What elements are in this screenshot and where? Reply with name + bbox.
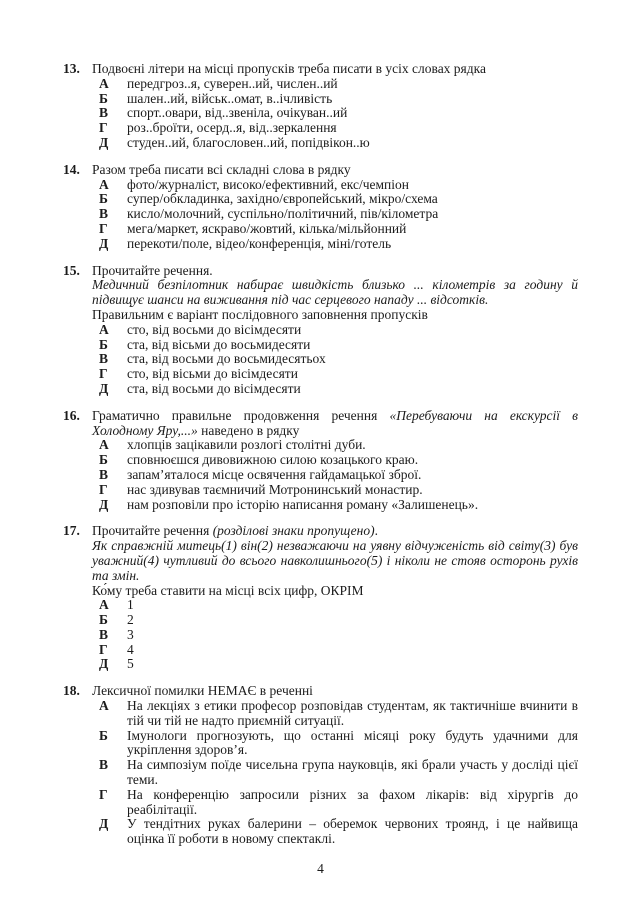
prompt-text-segment: . [374,523,378,539]
answer-option [92,106,578,121]
option-text: У тендітних руках балерини – оберемок червоних троянд, і це найвища оцінка її роботи в новому спектаклі. [127,816,578,847]
question-body [92,684,578,847]
option-letter: Б [99,612,108,628]
option-text: хлопців зацікавили розлогі столітні дуби. [127,437,366,453]
option-letter: А [99,437,109,453]
answer-option [92,598,578,613]
prompt-text-segment: Правильним є варіант послідовного заповнення пропусків [92,306,428,322]
question-prompt-line [92,684,578,699]
answer-option [92,643,578,658]
prompt-text-segment: Граматично правильне продовження речення [92,407,390,423]
option-text: шален..ий, військ..омат, в..ічливість [127,90,333,106]
prompt-text-segment: Прочитайте речення [92,523,213,539]
option-text: сто, від восьми до вісімдесяти [127,321,302,337]
prompt-text-segment: Подвоєні літери на місці пропусків треба писати в усіх словах рядка [92,61,486,76]
question-body [92,264,578,397]
prompt-text-segment: Прочитайте речення. [92,262,213,278]
option-text: роз..броїти, осерд..я, від..зеркалення [127,120,337,136]
option-letter: В [99,466,109,482]
prompt-italic-segment: (розділові знаки пропущено) [212,523,375,539]
option-text: 3 [127,626,134,642]
option-letter: В [99,105,109,121]
option-text: фото/журналіст, високо/ефективний, екс/чемпіон [127,176,409,192]
option-text: ста, від восьми до восьмидесятьох [127,351,326,367]
option-text: сповнюєшся дивовижною силою козацького краю. [127,452,419,468]
option-letter: Д [99,816,109,832]
prompt-text-segment: Лексичної помилки НЕМАЄ в реченні [92,683,313,699]
answer-option [92,438,578,453]
option-text: 5 [127,656,134,672]
answer-option [92,367,578,382]
prompt-italic-segment: Медичний безпілотник набирає швидкість близько ... кілометрів за годину й підвищує шанси на виживання під час серцевого нападу ... відсотків. [92,277,578,308]
option-letter: Д [99,380,109,396]
option-letter: В [99,626,109,642]
question-body [92,524,578,672]
option-letter: Б [99,727,108,743]
answer-option [92,192,578,207]
option-text: супер/обкладинка, західно/європейський, мікро/схема [127,191,438,207]
answer-option [92,788,578,818]
answer-option [92,758,578,788]
option-text: Імунологи прогнозують, що останні місяці року будуть удачними для укріплення здоров’я. [127,727,578,758]
questions-list [63,62,578,847]
question-number: 13. [63,61,80,76]
prompt-italic-segment: «Перебуваючи на екскурсії в Холодному Яру,...» [92,407,578,438]
question-number: 16. [63,407,80,423]
answer-option [92,92,578,107]
option-text: На конференцію запросили різних за фахом лікарів: від хірургів до реабілітації. [127,786,578,817]
option-letter: Д [99,235,109,251]
option-text: студен..ий, благословен..ий, попідвікон..ю [127,134,370,150]
option-letter: А [99,75,109,91]
answer-option [92,222,578,237]
option-text: 1 [127,597,134,613]
answer-option [92,338,578,353]
question-number: 17. [63,523,80,539]
question-prompt-line [92,539,578,583]
answer-option [92,699,578,729]
option-text: мега/маркет, яскраво/жовтий, кілька/мільйонний [127,220,407,236]
question-number: 18. [63,683,80,699]
prompt-italic-segment: Як справжній митець(1) він(2) незважаючи на уявну відчуженість від світу(3) був уважний(4) чутливий до всього навколишнього(5) і ніколи не стояв осторонь рухів та змін. [92,538,578,583]
option-letter: Г [99,120,108,136]
option-text: На симпозіум поїде чисельна група науковців, які брали участь у досліді цієї теми. [127,757,578,788]
answer-option [92,817,578,847]
answer-option [92,323,578,338]
page-number: 4 [317,861,324,877]
answer-option [92,657,578,672]
answer-option [92,729,578,759]
option-letter: В [99,757,109,773]
question [63,409,578,513]
answer-option [92,628,578,643]
prompt-text-segment: Ко́му треба ставити на місці всіх цифр, ОКРІМ [92,582,364,598]
option-text: сто, від вісьми до вісімдесяти [127,366,298,382]
question-number: 14. [63,161,80,177]
question [63,684,578,847]
option-text: перекоти/поле, відео/конференція, міні/готель [127,235,392,251]
option-text: 2 [127,612,134,628]
question-body [92,409,578,513]
answer-option [92,178,578,193]
answer-option [92,468,578,483]
question-prompt-line [92,409,578,439]
option-text: нас здивував таємничий Мотронинський монастир. [127,481,423,497]
option-letter: В [99,206,109,222]
question-prompt-line [92,524,578,539]
option-letter: Б [99,452,108,468]
answer-option [92,498,578,513]
option-text: На лекціях з етики професор розповідав студентам, як тактичніше вчинити в тій чи тій не надто приємній ситуації. [127,698,578,728]
option-letter: Г [99,220,108,236]
answer-option [92,121,578,136]
question-body [92,62,578,151]
question [63,163,578,252]
question-prompt-line [92,62,578,77]
option-letter: Г [99,366,108,382]
question-prompt-line [92,584,578,599]
question-prompt-line [92,308,578,323]
question-prompt-line [92,264,578,279]
option-text: 4 [127,641,134,657]
option-text: ста, від восьми до вісімдесяти [127,380,301,396]
option-letter: Д [99,496,109,512]
option-letter: Г [99,481,108,497]
question [63,264,578,397]
option-text: запам’яталося місце освячення гайдамацької зброї. [127,466,422,482]
option-text: ста, від вісьми до восьмидесяти [127,336,311,352]
answer-option [92,77,578,92]
option-letter: А [99,321,109,337]
prompt-text-segment: Разом треба писати всі складні слова в рядку [92,161,351,177]
option-letter: Д [99,134,109,150]
answer-option [92,237,578,252]
question-number: 15. [63,262,80,278]
option-text: передгроз..я, суверен..ий, числен..ий [127,75,338,91]
option-letter: А [99,176,109,192]
option-letter: Г [99,786,108,802]
question [63,524,578,672]
answer-option [92,453,578,468]
option-letter: Б [99,90,108,106]
question-body [92,163,578,252]
answer-option [92,136,578,151]
question-prompt-line [92,163,578,178]
answer-option [92,352,578,367]
answer-option [92,207,578,222]
prompt-text-segment: наведено в рядку [197,422,300,438]
option-letter: А [99,597,109,613]
question-prompt-line [92,278,578,308]
option-text: кисло/молочний, суспільно/політичний, пів/кілометра [127,206,439,222]
answer-option [92,382,578,397]
option-letter: Б [99,336,108,352]
option-letter: Д [99,656,109,672]
question [63,62,578,151]
option-letter: Б [99,191,108,207]
answer-option [92,483,578,498]
answer-option [92,613,578,628]
option-letter: А [99,698,109,714]
option-letter: В [99,351,109,367]
option-text: спорт..овари, від..звеніла, очікуван..ий [127,105,348,121]
option-text: нам розповіли про історію написання роману «Залишенець». [127,496,479,512]
option-letter: Г [99,641,108,657]
